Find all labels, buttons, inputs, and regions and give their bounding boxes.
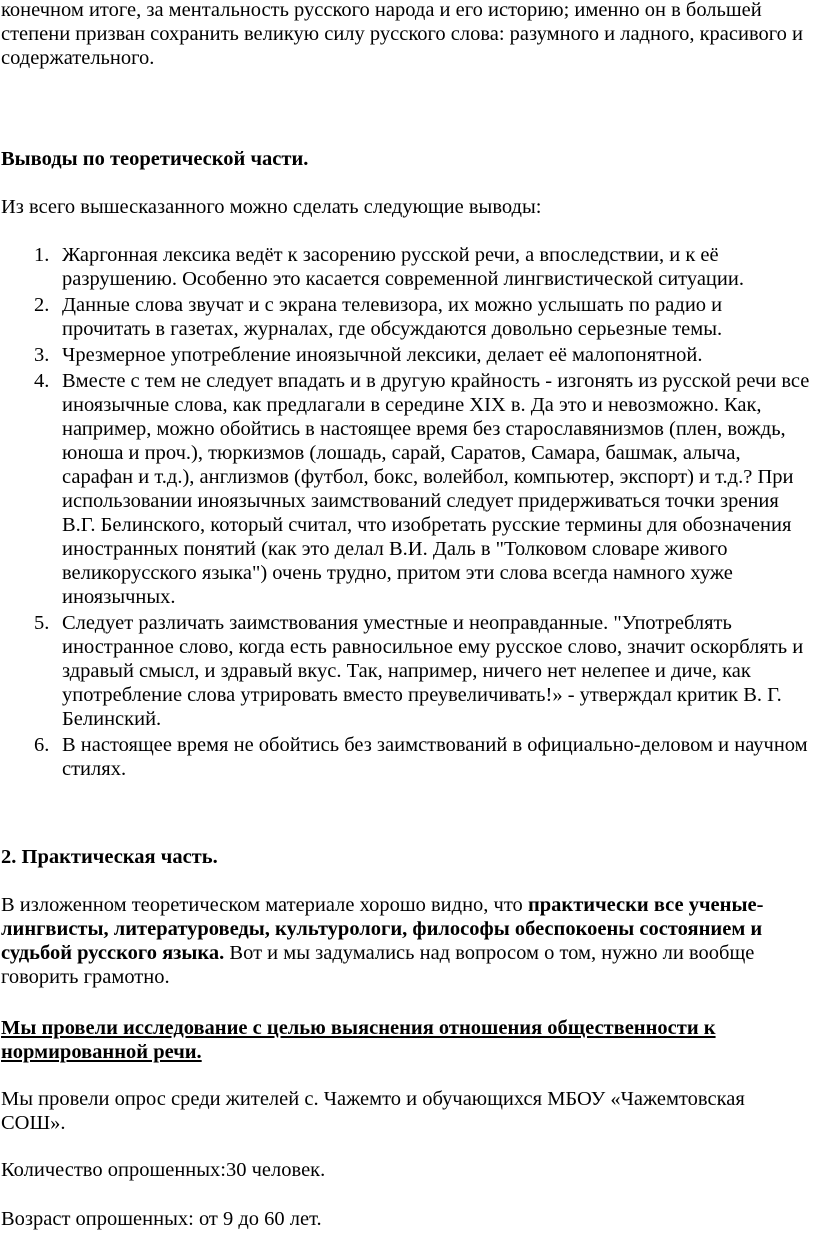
research-goal: Мы провели исследование с целью выяснения отношения общественности к нормированной речи. [1,1017,716,1063]
practical-paragraph [1,893,811,989]
list-item-text: Данные слова звучат и с экрана телевизора, их можно услышать по радио и прочитать в газетах, журналах, где обсуждаются довольно серьезные темы. [62,294,723,340]
list-item-number: 2. [34,294,50,316]
list-item-number: 3. [34,344,50,366]
list-item-number: 5. [34,612,50,634]
list-item-text: Следует различать заимствования уместные и неоправданные. "Употреблять иностранное слово, когда есть равносильное ему русское слово, значит оскорблять и здравый смысл, и здравый вкус. Так, например, ничего нет нелепее и диче, как употребление слова утрировать вместо преувеличивать!» - утверждал критик В. Г. Белинский. [62,612,804,730]
practical-paragraph-end: Вот и мы задумались над вопросом о том, нужно ли вообще говорить грамотно. [1,942,755,988]
list-item [0,293,812,341]
list-item [0,369,812,609]
practical-paragraph-start: В изложенном теоретическом материале хорошо видно, что [1,894,528,916]
list-item [0,733,812,781]
theory-conclusions-heading: Выводы по теоретической части. [1,148,309,170]
list-item [0,243,812,291]
list-item [0,343,812,367]
conclusions-lead: Из всего вышесказанного можно сделать следующие выводы: [1,196,542,218]
list-item-number: 6. [34,734,50,756]
practical-heading: 2. Практическая часть. [1,846,218,868]
list-item-number: 4. [34,370,50,392]
list-item-number: 1. [34,244,50,266]
practical-paragraph-emphasis: практически все ученые-лингвисты, литературоведы, культурологи, философы обеспокоены состоянием и судьбой русского языка. [1,894,764,964]
list-item-text: В настоящее время не обойтись без заимствований в официально-деловом и научном стилях. [62,734,808,780]
list-item-text: Вместе с тем не следует впадать и в другую крайность - изгонять из русской речи все иноязычные слова, как предлагали в середине XIX в. Да это и невозможно. Как, например, можно обойтись в настоящее время без старославянизмов (плен, вождь, юноша и проч.), тюркизмов (лошадь, сарай, Саратов, Самара, башмак, алыча, сарафан и т.д.), англизмов (футбол, бокс, волейбол, компьютер, экспорт) и т.д.? При использовании иноязычных заимствований следует придерживаться точки зрения В.Г. Белинского, который считал, что изобретать русские термины для обозначения иностранных понятий (как это делал В.И. Даль в "Толковом словаре живого великорусского языка") очень трудно, притом эти слова всегда намного хуже иноязычных. [62,370,810,608]
conclusions-list [0,243,812,783]
respondents-age: Возраст опрошенных: от 9 до 60 лет. [1,1208,322,1230]
list-item [0,611,812,731]
respondents-count: Количество опрошенных:30 человек. [1,1159,326,1181]
survey-description: Мы провели опрос среди жителей с. Чажемто и обучающихся МБОУ «Чажемтовская СОШ». [1,1088,745,1134]
list-item-text: Жаргонная лексика ведёт к засорению русской речи, а впоследствии, и к её разрушению. Особенно это касается современной лингвистической ситуации. [62,244,744,290]
list-item-text: Чрезмерное употребление иноязычной лексики, делает её малопонятной. [62,344,703,366]
intro-paragraph: конечном итоге, за ментальность русского народа и его историю; именно он в большей степени призван сохранить великую силу русского слова: разумного и ладного, красивого и содержательного. [1,0,804,69]
